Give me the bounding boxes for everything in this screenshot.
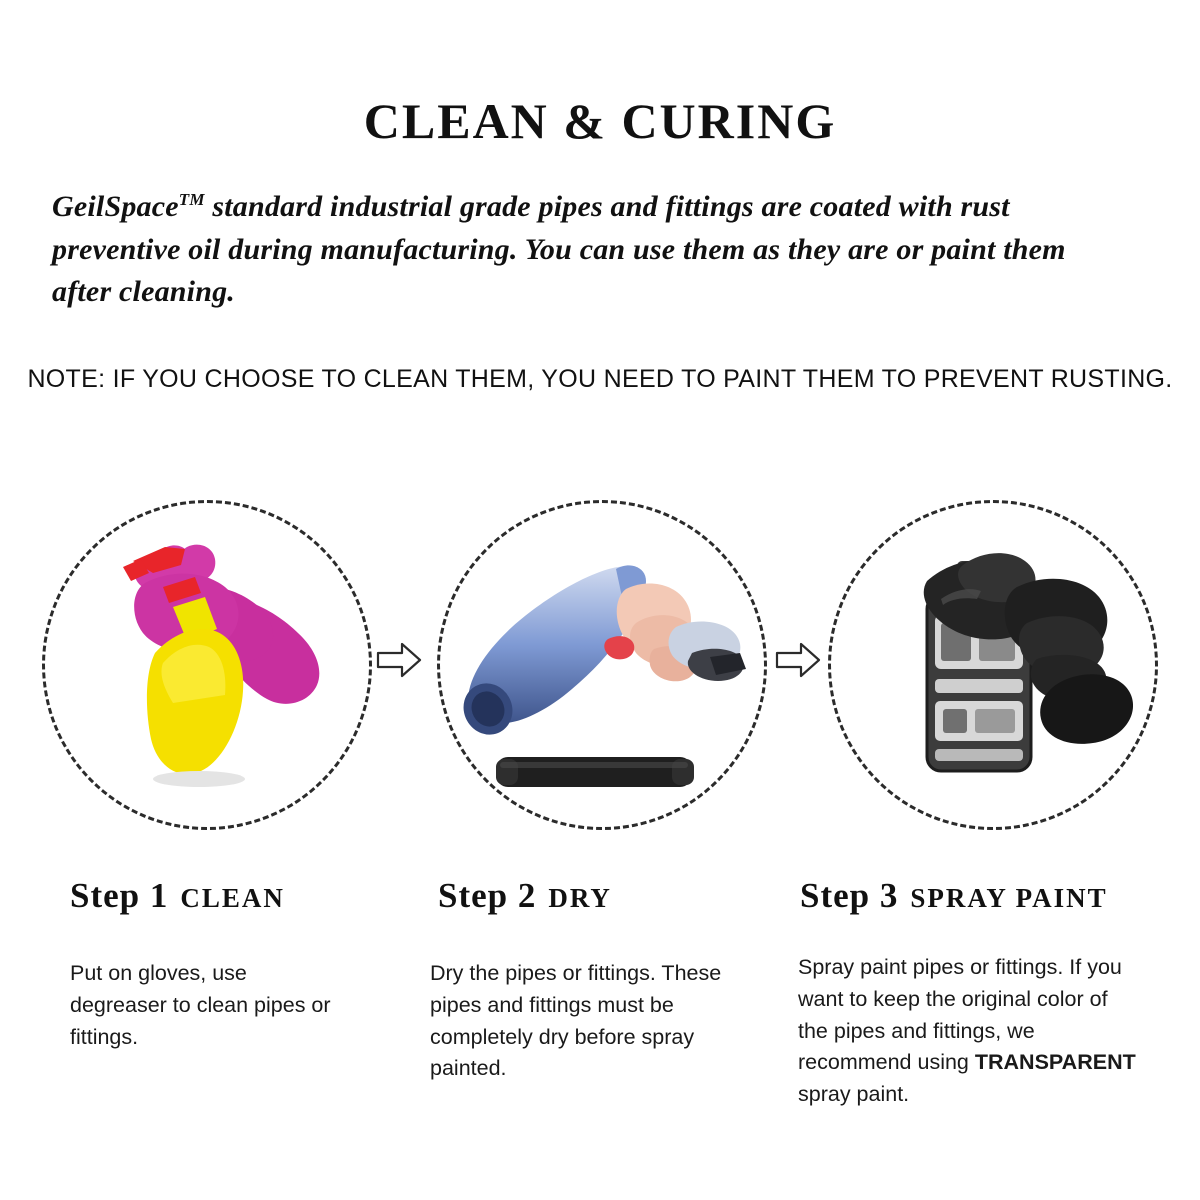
- step-3-description-part2: spray paint.: [798, 1082, 910, 1107]
- step-3-illustration-circle: [828, 500, 1158, 830]
- step-1-illustration-circle: [42, 500, 372, 830]
- step-2-action: DRY: [548, 883, 612, 913]
- step-3-description-part1: Spray paint pipes or fittings. If you want to keep the original color of the pipes and fittings, we recommend using: [798, 955, 1122, 1075]
- steps-row: [0, 490, 1200, 870]
- intro-text: standard industrial grade pipes and fittings are coated with rust preventive oil during manufacturing. You can use them as they are or paint them after cleaning.: [52, 190, 1066, 309]
- trademark-symbol: TM: [178, 190, 205, 209]
- step-2-illustration-circle: [437, 500, 767, 830]
- step-1-caption: [70, 876, 285, 916]
- step-1-description: Put on gloves, use degreaser to clean pipes or fittings.: [70, 961, 331, 1049]
- step-3-caption: [800, 876, 1108, 916]
- page-title: CLEAN & CURING: [363, 93, 837, 149]
- step-2-number: Step 2: [438, 876, 537, 915]
- step-1-action: CLEAN: [180, 883, 285, 913]
- next-step-arrow-1: [376, 640, 422, 680]
- step-2-caption: [438, 876, 612, 916]
- spray-can-gloved-hand-icon: [831, 503, 1155, 827]
- intro-paragraph: [52, 186, 1112, 314]
- step-3-action: SPRAY PAINT: [910, 883, 1108, 913]
- next-step-arrow-2: [775, 640, 821, 680]
- brand-name: GeilSpace: [52, 190, 179, 223]
- step-3-emphasis: TRANSPARENT: [974, 1050, 1136, 1075]
- step-3-description: [798, 952, 1143, 1111]
- step-1-number: Step 1: [70, 876, 169, 915]
- note-text: NOTE: IF YOU CHOOSE TO CLEAN THEM, YOU NEED TO PAINT THEM TO PREVENT RUSTING.: [27, 365, 1173, 393]
- step-2-description: Dry the pipes or fittings. These pipes and fittings must be completely dry before spray painted.: [430, 961, 722, 1081]
- hair-dryer-and-pipe-icon: [440, 503, 764, 827]
- step-3-number: Step 3: [800, 876, 899, 915]
- spray-bottle-gloved-hand-icon: [45, 503, 369, 827]
